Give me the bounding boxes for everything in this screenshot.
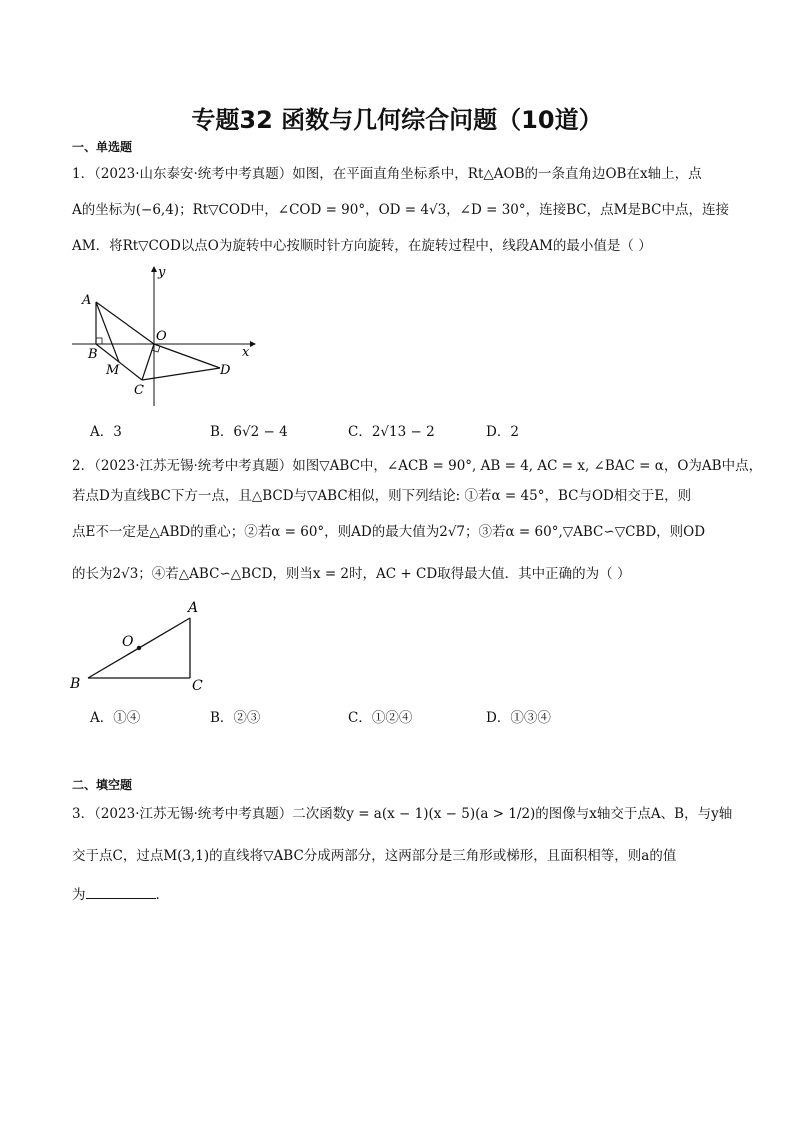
q1-text-line-1: 1．（2023·山东泰安·统考中考真题）如图，在平面直角坐标系中，Rt△AOB的一条直角边OB在x轴上，点 [72, 166, 702, 182]
q3-line-3-prefix: 为 [72, 887, 86, 903]
q2-option-a: A．①④ [90, 710, 141, 726]
q2-text-line-3: 点E不一定是△ABD的重心；②若α = 60°，则AD的最大值为2√7；③若α = 60°,▽ABC∽▽CBD，则OD [72, 524, 706, 540]
q3-text-line-1: 3．（2023·江苏无锡·统考中考真题）二次函数y = a(x − 1)(x − 5)(a > 1/2)的图像与x轴交于点A、B，与y轴 [72, 806, 733, 822]
segment-od [154, 344, 220, 368]
q2-text-line-4: 的长为2√3；④若△ABC∽△BCD，则当x = 2时，AC + CD取得最大值．其中正确的为（ ） [72, 566, 631, 582]
q3-line-3-suffix: ． [155, 887, 169, 903]
q1-option-a: A．3 [90, 424, 122, 440]
label-o: O [122, 634, 134, 650]
label-a: A [82, 293, 92, 308]
q1-text-line-2: A的坐标为(−6,4)；Rt▽COD中，∠COD = 90°，OD = 4√3，∠D = 30°，连接BC，点M是BC中点，连接 [72, 202, 729, 218]
q1-option-d: D．2 [486, 424, 519, 440]
label-b: B [70, 676, 81, 692]
label-x: x [242, 345, 250, 360]
label-y: y [158, 265, 166, 280]
q2-option-b: B．②③ [210, 710, 261, 726]
q2-option-d: D．①③④ [486, 710, 551, 726]
q2-text-line-1: 2．（2023·江苏无锡·统考中考真题）如图▽ABC中，∠ACB = 90°, AB = 4, AC = x, ∠BAC = α，O为AB中点， [72, 458, 763, 474]
label-o: O [156, 329, 167, 344]
q3-text-line-2: 交于点C，过点M(3,1)的直线将▽ABC分成两部分，这两部分是三角形或梯形，且面积相等，则a的值 [72, 848, 677, 864]
q1-coordinate-figure [70, 262, 270, 410]
segment-oc [142, 344, 154, 380]
label-c: C [134, 383, 144, 398]
label-a: A [188, 600, 199, 616]
point-o [137, 646, 141, 650]
q2-text-line-2: 若点D为直线BC下方一点，且△BCD与▽ABC相似，则下列结论: ①若α = 45°，BC与OD相交于E，则 [72, 488, 692, 504]
section-heading-single-choice: 一、单选题 [72, 140, 133, 154]
label-d: D [220, 363, 231, 378]
q2-option-c: C．①②④ [348, 710, 413, 726]
segment-ao [96, 302, 154, 344]
section-heading-fill-blank: 二、填空题 [72, 778, 133, 792]
label-b: B [88, 347, 98, 362]
page-title: 专题32 函数与几何综合问题（10道） [191, 106, 603, 134]
q2-triangle-figure [68, 598, 218, 698]
answer-blank[interactable] [86, 884, 156, 899]
right-angle-mark-b [96, 338, 102, 344]
q1-text-line-3: AM．将Rt▽COD以点O为旋转中心按顺时针方向旋转，在旋转过程中，线段AM的最小值是（ ） [72, 238, 652, 254]
label-c: C [192, 678, 203, 694]
label-m: M [106, 363, 120, 378]
q1-option-c: C．2√13 − 2 [348, 424, 435, 440]
q1-option-b: B．6√2 − 4 [210, 424, 288, 440]
q3-text-line-3 [72, 884, 732, 905]
